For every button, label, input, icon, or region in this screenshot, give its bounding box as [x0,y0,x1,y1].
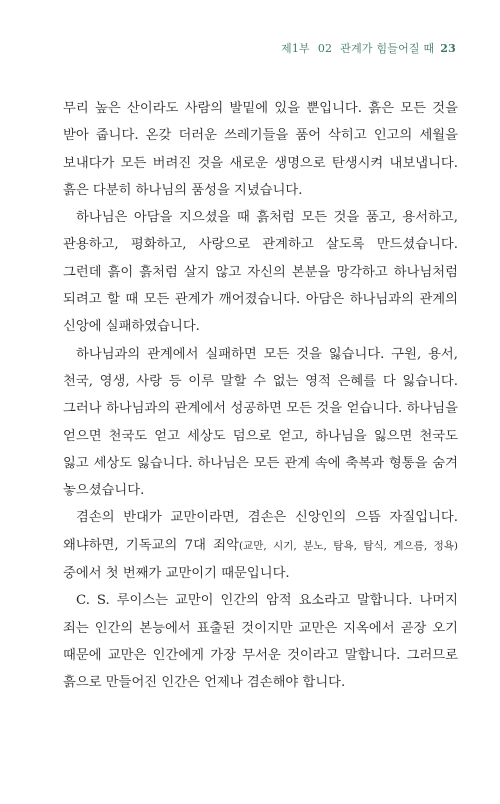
paragraph-5: C. S. 루이스는 교만이 인간의 암적 요소라고 말합니다. 나머지 죄는 인간의 본능에서 표출된 것이지만 교만은 지옥에서 곧장 오기 때문에 교만은 인간에게 가장 무서운 것이라고 말합니다. 그러므로 흙으로 만들어진 인간은 언제나 겸손해야 합니다. [63,593,458,691]
seven-sins-list: (교만, 시기, 분노, 탐욕, 탐식, 게으름, 정욕) [238,539,458,552]
paragraph-4 [63,504,458,587]
header-part: 제1부 [281,42,310,55]
header-chapter-number: 02 [317,42,333,55]
body-text [63,95,458,697]
paragraph-1: 무리 높은 산이라도 사람의 발밑에 있을 뿐입니다. 흙은 모든 것을 받아 줍니다. 온갖 더러운 쓰레기들을 품어 삭히고 인고의 세월을 보내다가 모든 버려진 것을 새로운 생명으로 탄생시켜 내보냅니다. 흙은 다분히 하나님의 품성을 지녔습니다. [63,101,458,198]
header-chapter-title: 관계가 힘들어질 때 [340,42,435,55]
running-header [281,40,456,56]
page-number: 23 [440,42,456,55]
paragraph-4-text-end: 중에서 첫 번째가 교만이기 때문입니다. [63,566,290,582]
paragraph-2: 하나님은 아담을 지으셨을 때 흙처럼 모든 것을 품고, 용서하고, 관용하고, 평화하고, 사랑으로 관계하고 살도록 만드셨습니다. 그런데 흙이 흙처럼 살지 않고 자신의 본분을 망각하고 하나님처럼 되려고 할 때 모든 관계가 깨어졌습니다. 아담은 하나님과의 관계의 신앙에 실패하였습니다. [63,210,458,335]
paragraph-4-text: 겸손의 반대가 교만이라면, 겸손은 신앙인의 으뜸 자질입니다. 왜냐하면, 기독교의 7대 죄악 [63,510,458,553]
paragraph-3: 하나님과의 관계에서 실패하면 모든 것을 잃습니다. 구원, 용서, 천국, 영생, 사랑 등 이루 말할 수 없는 영적 은혜를 다 잃습니다. 그러나 하나님과의 관계에서 성공하면 모든 것을 얻습니다. 하나님을 얻으면 천국도 얻고 세상도 덤으로 얻고, 하나님을 잃으면 천국도 잃고 세상도 잃습니다. 하나님은 모든 관계 속에 축복과 형통을 숨겨 놓으셨습니다. [63,346,458,499]
